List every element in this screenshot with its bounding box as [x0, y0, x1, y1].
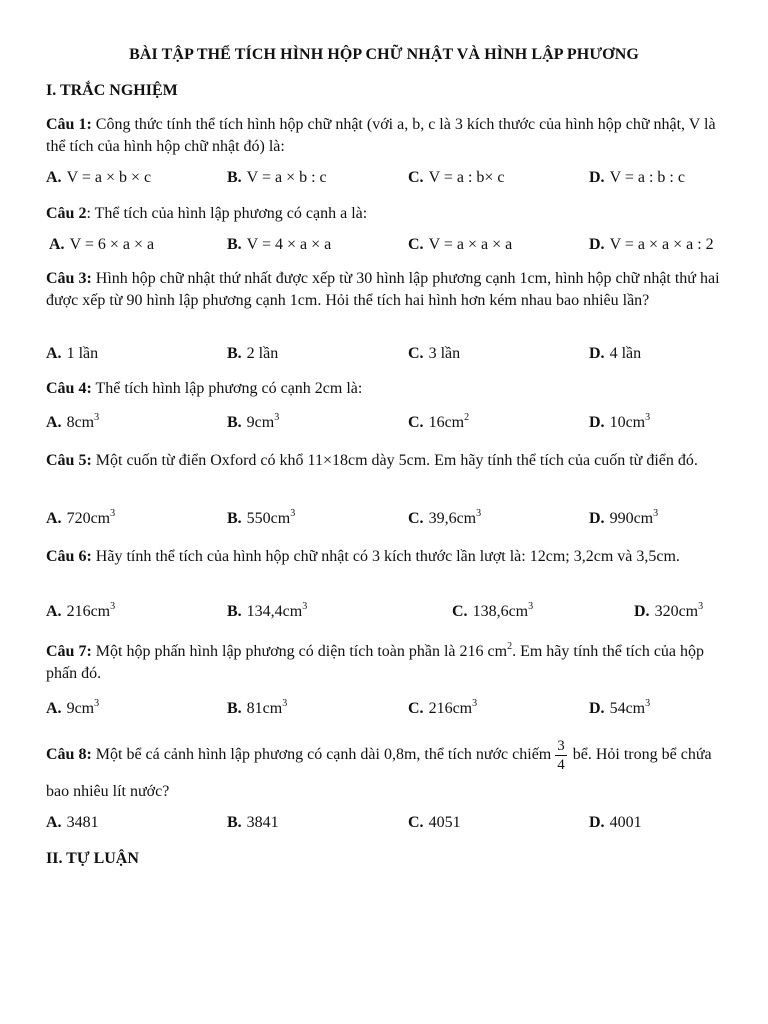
option-c: C. 4051 — [408, 814, 461, 831]
superscript: 2 — [507, 641, 513, 652]
option-b: B. V = a × b : c — [227, 169, 327, 186]
question-label: Câu 8: — [46, 746, 92, 764]
question-2 — [46, 203, 726, 225]
option-c: C. $39,6cm^3$ — [408, 508, 482, 527]
question-label: Câu 4: — [46, 380, 92, 397]
section-heading-essay: II. TỰ LUẬN — [46, 850, 139, 867]
option-b: B. $134,4cm^3$ — [227, 601, 308, 620]
option-d: D. $990cm^3$ — [589, 508, 659, 527]
question-text-part-2: bể. Hỏi trong bể chứa bao nhiêu lít nước? — [46, 746, 712, 800]
question-3 — [46, 268, 726, 312]
question-3-options — [0, 345, 768, 367]
fraction: $\frac{3}{4}$ — [557, 738, 565, 773]
question-4 — [46, 378, 726, 400]
question-7-options — [0, 700, 768, 722]
option-d: D. V = a : b : c — [589, 169, 685, 186]
option-a: A. $216cm^3$ — [46, 601, 116, 620]
question-label: Câu 2 — [46, 205, 87, 222]
question-1 — [46, 114, 726, 158]
option-a: A. $9cm^3$ — [46, 698, 100, 717]
question-text: Một cuốn từ điển Oxford có khổ 11×18cm dày 5cm. Em hãy tính thể tích của cuốn từ điển đó. — [91, 452, 698, 469]
option-c: C. $138,6cm^3$ — [452, 601, 534, 620]
question-label: Câu 6: — [46, 548, 92, 565]
option-b: B. $81cm^3$ — [227, 698, 288, 717]
option-a: A. V = 6 × a × a — [49, 236, 155, 253]
option-c: C. $16cm^2$ — [408, 412, 470, 431]
option-d: D. V = a × a × a : 2 — [589, 236, 714, 253]
option-b: B. V = 4 × a × a — [227, 236, 332, 253]
question-text: Hãy tính thể tích của hình hộp chữ nhật có 3 kích thước lần lượt là: 12cm; 3,2cm và 3,5cm. — [91, 548, 680, 565]
question-8-options — [0, 814, 768, 836]
option-d: D. 4001 — [589, 814, 642, 831]
question-text: Thể tích hình lập phương có cạnh 2cm là: — [91, 380, 363, 397]
option-a: A. 3481 — [46, 814, 99, 831]
option-c: C. $216cm^3$ — [408, 698, 478, 717]
question-text: Công thức tính thể tích hình hộp chữ nhật (với a, b, c là 3 kích thước của hình hộp chữ nhật, V là thể tích của hình hộp chữ nhật đó) là: — [46, 116, 716, 155]
option-c: C. V = a : b× c — [408, 169, 505, 186]
option-a: A. $8cm^3$ — [46, 412, 100, 431]
option-d: D. $54cm^3$ — [589, 698, 651, 717]
document-title: BÀI TẬP THỂ TÍCH HÌNH HỘP CHỮ NHẬT VÀ HÌNH LẬP PHƯƠNG — [129, 46, 639, 63]
option-a: A. V = a × b × c — [46, 169, 152, 186]
question-label: Câu 1: — [46, 116, 92, 133]
question-text-part-2: . Em hãy tính thể tích của hộp phấn đó. — [46, 643, 705, 682]
question-text-part-1: Một hộp phấn hình lập phương có diện tích toàn phần là 216 cm — [91, 643, 508, 660]
question-text: Hình hộp chữ nhật thứ nhất được xếp từ 30 hình lập phương cạnh 1cm, hình hộp chữ nhật thứ hai được xếp từ 90 hình lập phương cạnh 1cm. Hỏi thể tích hai hình hơn kém nhau bao nhiêu lần? — [46, 270, 720, 309]
option-c: C. 3 lần — [408, 345, 461, 362]
question-label: Câu 3: — [46, 270, 92, 287]
option-a: A. $720cm^3$ — [46, 508, 116, 527]
question-text: : Thể tích của hình lập phương có cạnh a là: — [86, 205, 368, 222]
question-5 — [46, 450, 726, 472]
question-5-options — [0, 510, 768, 532]
question-6 — [46, 546, 726, 568]
option-d: D. 4 lần — [589, 345, 642, 362]
question-label: Câu 7: — [46, 643, 92, 660]
option-b: B. 2 lần — [227, 345, 279, 362]
option-b: B. $550cm^3$ — [227, 508, 296, 527]
question-6-options — [0, 603, 768, 625]
question-1-options — [0, 169, 768, 191]
question-label: Câu 5: — [46, 452, 92, 469]
question-8 — [46, 737, 726, 810]
option-b: B. $9cm^3$ — [227, 412, 280, 431]
option-d: D. $320cm^3$ — [634, 601, 704, 620]
question-text-part-1: Một bể cá cảnh hình lập phương có cạnh dài 0,8m, thể tích nước chiếm — [91, 746, 552, 764]
option-d: D. $10cm^3$ — [589, 412, 651, 431]
option-b: B. 3841 — [227, 814, 279, 831]
question-4-options — [0, 414, 768, 436]
section-heading-multiple-choice: I. TRẮC NGHIỆM — [46, 82, 178, 99]
question-7 — [46, 641, 726, 685]
question-2-options — [0, 236, 768, 258]
option-a: A. 1 lần — [46, 345, 99, 362]
option-c: C. V = a × a × a — [408, 236, 513, 253]
